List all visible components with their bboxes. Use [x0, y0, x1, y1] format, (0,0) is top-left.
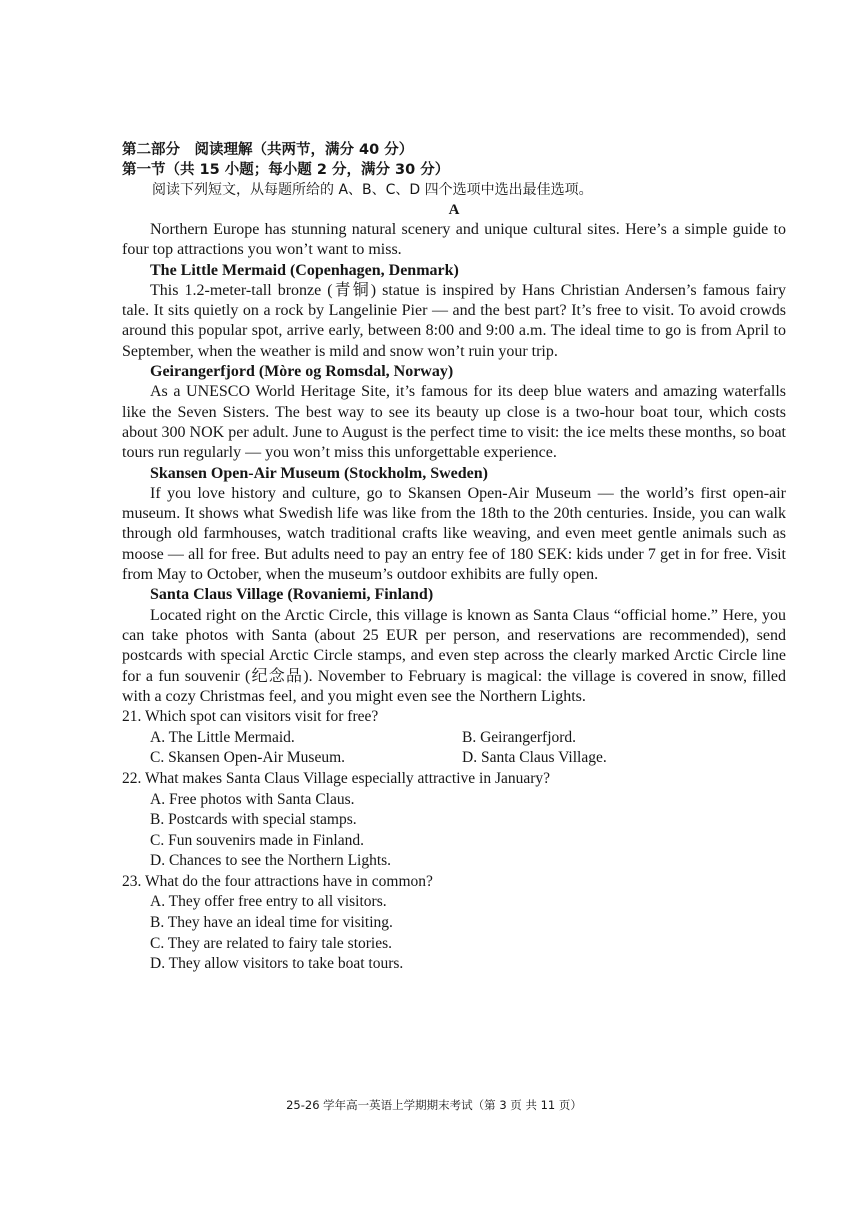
option-b: B. Postcards with special stamps.: [150, 811, 357, 829]
section-heading-geirangerfjord: Geirangerfjord (Mòre og Romsdal, Norway): [150, 363, 454, 381]
option-c: C. Skansen Open-Air Museum.: [150, 749, 346, 767]
question-21: [122, 707, 786, 769]
section-heading-little-mermaid: The Little Mermaid (Copenhagen, Denmark): [150, 261, 459, 279]
option-row: [122, 728, 786, 749]
question-22: [122, 769, 786, 872]
section-heading: 第一节（共 15 小题；每小题 2 分，满分 30 分）: [122, 162, 450, 178]
page-content: [122, 140, 786, 975]
option-a: A. They offer free entry to all visitors.: [150, 893, 387, 911]
section-body-skansen: If you love history and culture, go to Skansen Open-Air Museum — the world’s first open-air museum. It shows what Swedish life was like from the 18th to the 20th centuries. Inside, you can walk through old farmhouses, watch traditional crafts like weaving, and even meet gentle animals such as moose — all for free. But adults need to pay an entry fee of 180 SEK: kids under 7 get in for free. Visit from May to October, when the museum’s outdoor exhibits are fully open.: [122, 484, 786, 584]
option-c: C. Fun souvenirs made in Finland.: [150, 831, 364, 849]
option-d: D. Chances to see the Northern Lights.: [150, 852, 392, 870]
option-d: D. They allow visitors to take boat tours.: [150, 955, 404, 973]
question-stem: 22. What makes Santa Claus Village especially attractive in January?: [122, 769, 551, 787]
option-a: A. Free photos with Santa Claus.: [150, 790, 355, 808]
section-heading-skansen: Skansen Open-Air Museum (Stockholm, Sweden): [150, 464, 488, 482]
question-stem: 23. What do the four attractions have in common?: [122, 872, 433, 890]
option-a: A. The Little Mermaid.: [150, 728, 295, 746]
option-b: B. They have an ideal time for visiting.: [150, 914, 393, 932]
section-body-geirangerfjord: As a UNESCO World Heritage Site, it’s famous for its deep blue waters and amazing waterfalls like the Seven Sisters. The best way to see its beauty up close is a two-hour boat tour, which costs about 300 NOK per adult. June to August is the perfect time to visit: the ice melts these months, so boat tours run regularly — you won’t miss this unforgettable experience.: [122, 383, 786, 462]
question-23: [122, 872, 786, 975]
option-row: [122, 748, 786, 769]
option-d: D. Santa Claus Village.: [462, 749, 607, 767]
section-body-little-mermaid: This 1.2-meter-tall bronze (青铜) statue is inspired by Hans Christian Andersen’s famous fairy tale. It sits quietly on a rock by Langelinie Pier — and the best part? It’s free to visit. To avoid crowds around this popular spot, arrive early, between 8:00 and 9:00 a.m. The ideal time to go is from April to September, when the weather is mild and snow won’t ruin your trip.: [122, 281, 786, 360]
section-heading-santa-claus-village: Santa Claus Village (Rovaniemi, Finland): [150, 586, 434, 604]
question-stem: 21. Which spot can visitors visit for free?: [122, 708, 379, 726]
part-heading: 第二部分 阅读理解（共两节，满分 40 分）: [122, 142, 414, 158]
page-footer: 25-26 学年高一英语上学期期末考试（第 3 页 共 11 页）: [286, 1098, 582, 1112]
section-body-santa-claus-village: Located right on the Arctic Circle, this village is known as Santa Claus “official home.” Here, you can take photos with Santa (about 25 EUR per person, and reservations are recommended), send postcards with special Arctic Circle stamps, and even step across the clearly marked Arctic Circle line for a fun souvenir (纪念品). November to February is magical: the village is covered in snow, filled with a cozy Christmas feel, and you might even see the Northern Lights.: [122, 606, 786, 705]
instruction-text: 阅读下列短文，从每题所给的 A、B、C、D 四个选项中选出最佳选项。: [152, 182, 593, 198]
option-c: C. They are related to fairy tale stories.: [150, 934, 393, 952]
passage-intro: Northern Europe has stunning natural scenery and unique cultural sites. Here’s a simple guide to four top attractions you won’t want to miss.: [122, 221, 786, 259]
option-b: B. Geirangerfjord.: [462, 728, 577, 746]
passage-label: A: [448, 202, 460, 218]
